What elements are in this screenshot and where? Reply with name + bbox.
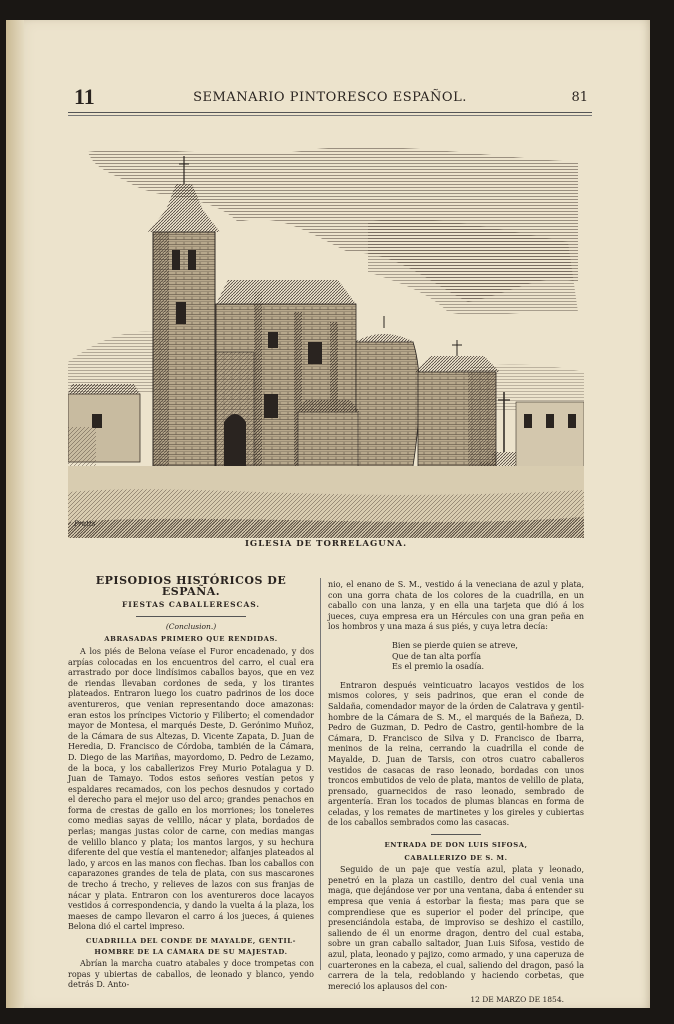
continuation-note: (Conclusion.) [165, 621, 217, 631]
section-heading: ABRASADAS PRIMERO QUE RENDIDAS. [104, 635, 278, 644]
issue-number: 11 [74, 84, 95, 109]
section-rule [431, 834, 481, 835]
paragraph: nio, el enano de S. M., vestido á la veneciana de azul y plata, con una gorra chata de los colores de la cuadrilla, en un caballo con una lanza, y en ella una tarjeta que dió á los jueces, cuya empresa era un Hércules con una gran peña en los hombros y una maza á sus piés, y cuya letra decía: [328, 580, 584, 632]
newspaper-page [6, 20, 650, 1008]
page-number: 81 [571, 90, 588, 105]
masthead [68, 76, 592, 113]
church-engraving [68, 132, 584, 538]
verse-line: Que de tan alta porfía [392, 651, 481, 661]
article-title: EPISODIOS HISTÓRICOS DE ESPAÑA. [95, 574, 287, 598]
column-divider [320, 578, 321, 970]
title-rule [136, 616, 246, 617]
verse-line: Bien se pierde quien se atreve, [392, 640, 518, 650]
paragraph: A los piés de Belona veíase el Furor encadenado, y dos arpías colocadas en los encuentros del carro, el cual era arrastrado por doce lindísimos caballos bayos, que en vez de riendas llevaban cordones de seda, y los tirantes plateados. Entraron luego los cuatro padrinos de los doce aventureros, que venian representando doce amazonas: eran estos los príncipes Victorio y Filiberto; el comendador mayor de Montesa, el marqués Deste, D. Gerónimo Muñoz, de la Cámara de sus Altezas, D. Vicente Zapata, D. Juan de Heredia, D. Francisco de Córdoba, también de la Cámara, D. Diego de las Mariñas, mayordomo, D. Pedro de Lezamo, de la boca, y los caballerizos Frey Murio Potalagua y D. Juan de Tamayo. Todos estos señores vestían petos y espaldares recamados, con los pechos desnudos y cortado el derecho para el mejor uso del arco; grandes penachos en forma de crestas de gallo en los morriones; los tonelетes como medias sayas de velillo, nácar y plata, bordados de perlas; mangas justas color de carne, con medias mangas de velillo blanco y plata; los mantos largos, y su hechura diferente del que vestía el mantenedor; alfanjes plateados al lado, y arcos en las manos con flechas. Iban los caballos con caparazones grandes de tela de plata, con sus mascarones de trecho á trecho, y relieves de lazos con sus franjas de nácar y plata. Entraron con los aventureros doce lacayos vestidos á correspondencia, y dando la vuelta á la plaza, los maeses de campo llevaron el carro á los jueces, á quienes Belona dió el cartel impreso. [68, 646, 314, 932]
paragraph: Abrían la marcha cuatro atabales y doce trompetas con ropas y ubiertas de caballos, de leonado y blanco, yendo detrás D. Anto- [68, 959, 314, 990]
section-heading: CUADRILLA DEL CONDE DE MAYALDE, GENTIL-HOMBRE DE LA CÁMARA DE SU MAJESTAD. [85, 937, 297, 956]
section-heading: CABALLERIZO DE S. M. [404, 853, 508, 862]
verse-line: Es el premio la osadía. [392, 662, 485, 672]
article-subtitle: FIESTAS CABALLERESCAS. [121, 600, 261, 610]
header-rule [68, 115, 592, 116]
section-heading: ENTRADA DE DON LUIS SIFOSA, [384, 841, 528, 850]
left-column [68, 576, 314, 991]
journal-title: SEMANARIO PINTORESCO ESPAÑOL. [193, 90, 467, 105]
engraver-signature: Pratts [74, 520, 96, 528]
illustration-caption: IGLESIA DE TORRELAGUNA. [244, 539, 408, 549]
issue-date: 12 DE MARZO DE 1854. [470, 995, 564, 1005]
paragraph: Seguido de un paje que vestía azul, plata y leonado, penetró en la plaza un castillo, dentro del cual venia una maga, que dejándose ver por una ventana, daba á entender su empresa que venia á estorbar la fiesta; mas para que se comprendiese que es superior el poder del príncipe, que presenciándola estaba, de improviso se deshizo el castillo, saliendo de él un enorme dragon, dentro del cual estaba, sobre un gran caballo saltador, Juan Luis Sifosa, vestido de azul, plata, leonado y pajizo, como armado, y una caperuza de cuarterones en la cabeza, el cual, saliendo del dragon, pasó la carrera de la tela, redoblando y haciendo corbetas, que mereció los aplausos del con- [328, 865, 584, 991]
page-binding-edge [6, 20, 24, 1008]
right-column [328, 580, 584, 1006]
paragraph: Entraron después veinticuatro lacayos vestidos de los mismos colores, y seis padrinos, que eran el conde de Saldaña, comendador mayor de la órden de Calatrava y gentil-hombre de la Cámara de S. M., el marqués de la Bañeza, D. Pedro de Guzman, D. Pedro de Castro, gentil-hombre de la Cámara, D. Francisco de Silva y D. Francisco de Ibarra, meninos de la reina, cerrando la cuadrilla el conde de Mayalde, D. Juan de Tarsis, con otros cuatro caballeros vestidos de casacas de raso leonado, bordadas con unos troncos embutidos de velo de plata, mantos de velillo de plata, prensado, guarnecidos de raso leonado, sembrado de argentería. Eran los tocados de plumas blancas en forma de celadas, y los remates de martinetes y los gireles y cubiertas de los caballos sembrados como las casacas. [328, 680, 584, 828]
